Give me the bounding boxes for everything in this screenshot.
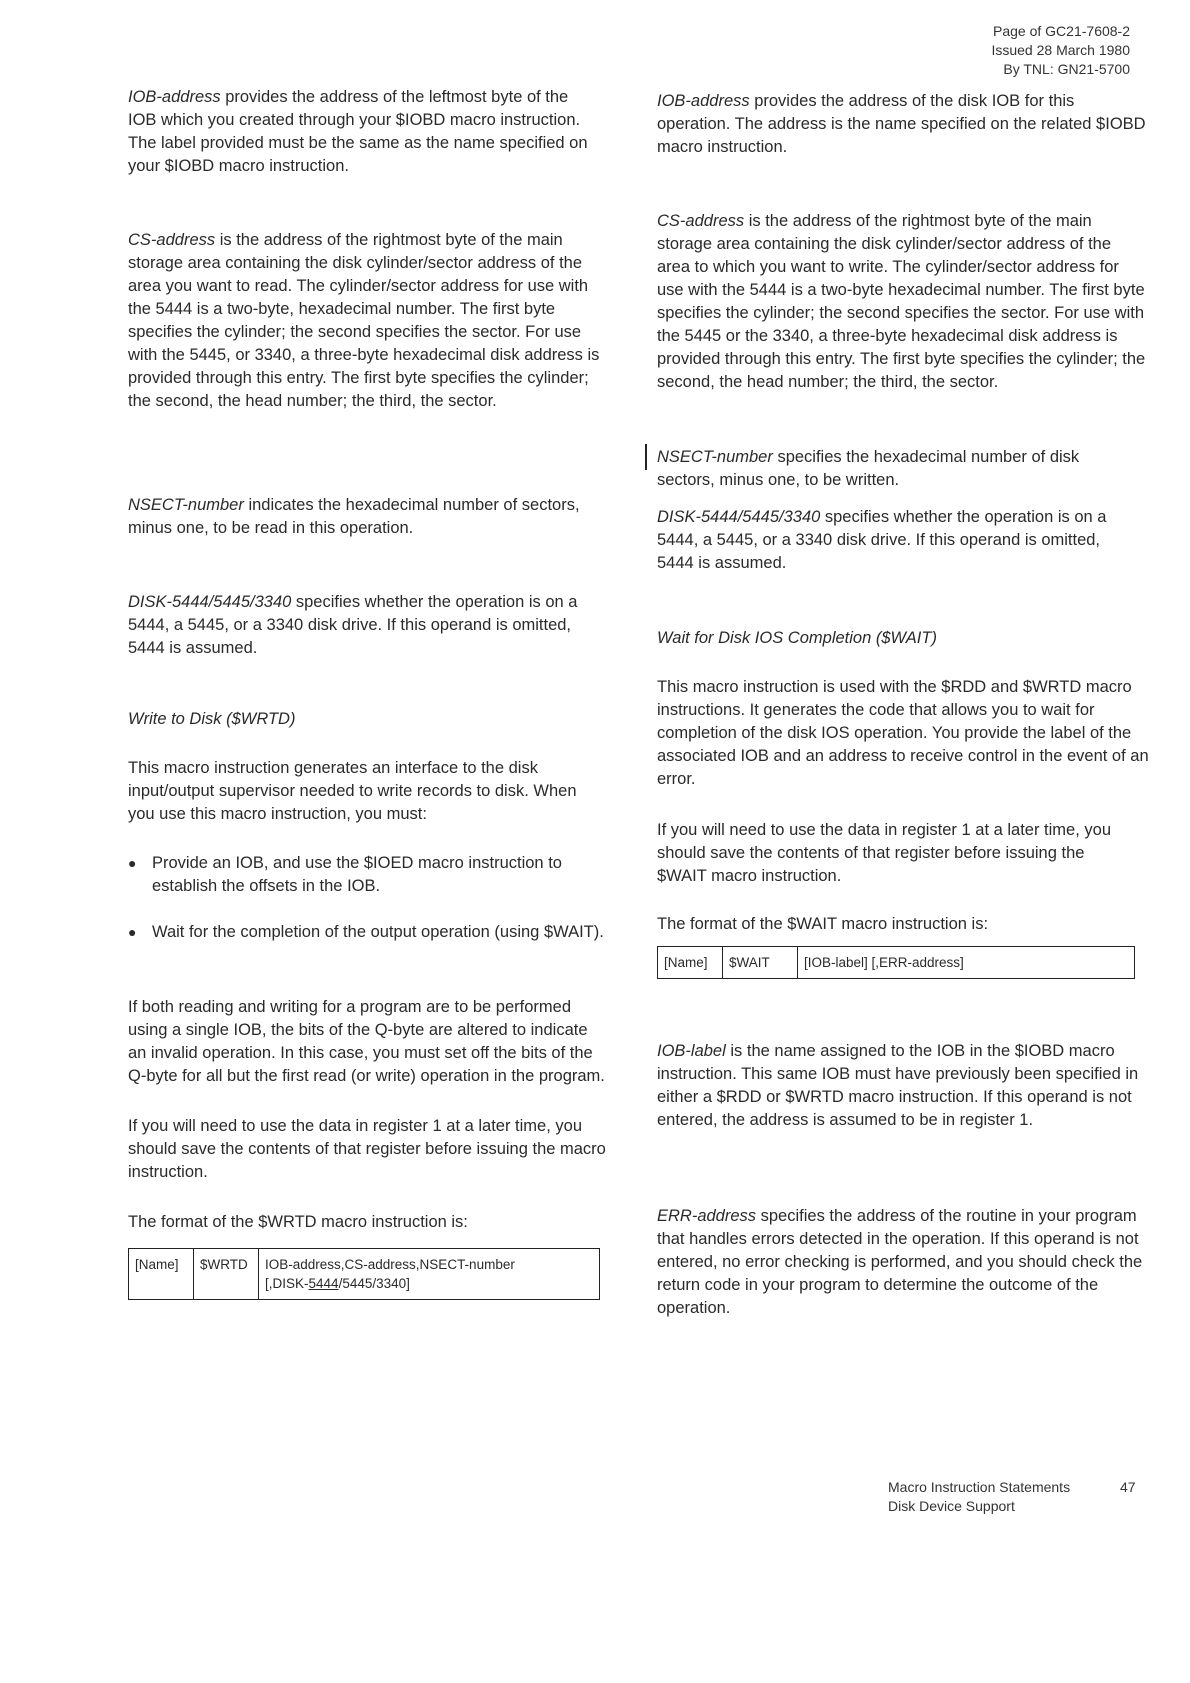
wait-intro: This macro instruction is used with the $RDD and $WRTD macro instructions. It generates the code that allows you to wait for completion of the disk IOS operation. You provide the label of the associated IOB and an address to receive control in the event of an error. <box>657 678 1149 788</box>
header-line-2: Issued 28 March 1980 <box>991 42 1130 58</box>
list-item: ● Wait for the completion of the output operation (using $WAIT). <box>128 921 618 944</box>
operands-line-2 <box>265 1274 593 1293</box>
term-text: is the address of the rightmost byte of the main storage area containing the disk cylinder/sector address of the area to which you want to write. The cylinder/sector address for use with the 5444 is a two-byte hexadecimal number. The first byte specifies the cylinder; the second specifies the sector. For use with the 5445 or the 3340, a three-byte hexadecimal disk address is provided through this entry. The first byte specifies the cylinder; the second, the head number; the third, the sector. <box>657 212 1146 391</box>
operands-cell: [IOB-label] [,ERR-address] <box>798 947 1135 979</box>
wait-format-table <box>657 946 1135 979</box>
term-text: specifies the address of the routine in your program that handles errors detected in the operation. If this operand is not entered, no error checking is performed, and you should check the return code in your program to determine the outcome of the operation. <box>657 1207 1143 1317</box>
term: NSECT-number <box>657 448 773 466</box>
term-text: provides the address of the disk IOB for this operation. The address is the name specified on the related $IOBD macro instruction. <box>657 92 1146 156</box>
operands-line-1: IOB-address,CS-address,NSECT-number <box>265 1257 515 1272</box>
q-byte-paragraph: If both reading and writing for a program are to be performed using a single IOB, the bits of the Q-byte are altered to indicate an invalid operation. In this case, you must set off the bits of the Q-byte for all but the first read (or write) operation in the program. <box>128 998 605 1085</box>
term-text: specifies whether the operation is on a 5444, a 5445, or a 3340 disk drive. If this operand is omitted, 5444 is assumed. <box>657 508 1107 572</box>
term-text: is the address of the rightmost byte of the main storage area containing the disk cylinder/sector address of the area you want to read. The cylinder/sector address for use with the 5444 is a two-byte, hexadecimal number. The first byte specifies the cylinder; the second specifies the sector. For use with the 5445, or 3340, a three-byte hexadecimal disk address is provided through this entry. The first byte specifies the cylinder; the second, the head number; the third, the sector. <box>128 231 600 410</box>
opcode-cell: $WRTD <box>194 1249 259 1300</box>
term: ERR-address <box>657 1207 757 1225</box>
footer-section-title: Macro Instruction Statements <box>888 1479 1071 1495</box>
list-item: ● Provide an IOB, and use the $IOED macro instruction to establish the offsets in the IOB. <box>128 852 618 898</box>
cs-address-description <box>657 210 1147 394</box>
disk-type-description <box>657 506 1137 575</box>
register-paragraph: If you will need to use the data in register 1 at a later time, you should save the contents of that register before issuing the macro instruction. <box>128 1117 606 1181</box>
footer-subtitle: Disk Device Support <box>888 1498 1015 1514</box>
term-text: provides the address of the leftmost byte of the IOB which you created through your $IOBD macro instruction. The label provided must be the same as the name specified on your $IOBD macro instruction. <box>128 88 588 175</box>
nsect-number-description <box>657 446 1137 492</box>
page-number: 47 <box>1120 1479 1136 1495</box>
term: CS-address <box>657 212 745 230</box>
register-paragraph: If you will need to use the data in register 1 at a later time, you should save the contents of that register before issuing the $WAIT macro instruction. <box>657 821 1111 885</box>
iob-address-description <box>128 86 598 178</box>
table-row <box>658 947 1135 979</box>
wrtd-intro: This macro instruction generates an interface to the disk input/output supervisor needed to write records to disk. When you use this macro instruction, you must: <box>128 759 577 823</box>
term: NSECT-number <box>128 496 244 514</box>
term-text: specifies the hexadecimal number of disk sectors, minus one, to be written. <box>657 448 1080 489</box>
operand-suffix: /5445/3340] <box>338 1276 410 1291</box>
header-line-3: By TNL: GN21-5700 <box>1003 61 1130 77</box>
operand-prefix: [,DISK- <box>265 1276 309 1291</box>
section-heading-wait: Wait for Disk IOS Completion ($WAIT) <box>657 629 937 647</box>
header-line-1: Page of GC21-7608-2 <box>993 23 1130 39</box>
section-heading-wrtd: Write to Disk ($WRTD) <box>128 710 296 728</box>
page-header <box>900 22 1130 79</box>
term-text: specifies whether the operation is on a 5444, a 5445, or a 3340 disk drive. If this operand is omitted, 5444 is assumed. <box>128 593 578 657</box>
name-cell: [Name] <box>658 947 723 979</box>
wait-format-intro: The format of the $WAIT macro instruction is: <box>657 915 989 933</box>
term-text: indicates the hexadecimal number of sectors, minus one, to be read in this operation. <box>128 496 580 537</box>
disk-type-description <box>128 591 608 660</box>
wrtd-format-table <box>128 1248 600 1300</box>
term-text: is the name assigned to the IOB in the $IOBD macro instruction. This same IOB must have previously been specified in either a $RDD or $WRTD macro instruction. If this operand is not entered, the address is assumed to be in register 1. <box>657 1042 1139 1129</box>
table-row <box>129 1249 600 1300</box>
cs-address-description <box>128 229 606 413</box>
wrtd-format-intro: The format of the $WRTD macro instruction is: <box>128 1213 468 1231</box>
revision-bar <box>645 444 647 470</box>
name-cell: [Name] <box>129 1249 194 1300</box>
term: DISK-5444/5445/3340 <box>128 593 292 611</box>
term: CS-address <box>128 231 216 249</box>
term: IOB-label <box>657 1042 726 1060</box>
page-footer <box>888 1478 1136 1516</box>
iob-address-description <box>657 90 1147 159</box>
opcode-cell: $WAIT <box>723 947 798 979</box>
default-operand: 5444 <box>308 1276 339 1291</box>
iob-label-description <box>657 1040 1147 1132</box>
term: IOB-address <box>128 88 221 106</box>
err-address-description <box>657 1205 1147 1320</box>
term: IOB-address <box>657 92 750 110</box>
nsect-number-description <box>128 494 628 540</box>
wrtd-requirements-list <box>128 852 618 944</box>
operands-cell <box>259 1249 600 1300</box>
term: DISK-5444/5445/3340 <box>657 508 821 526</box>
